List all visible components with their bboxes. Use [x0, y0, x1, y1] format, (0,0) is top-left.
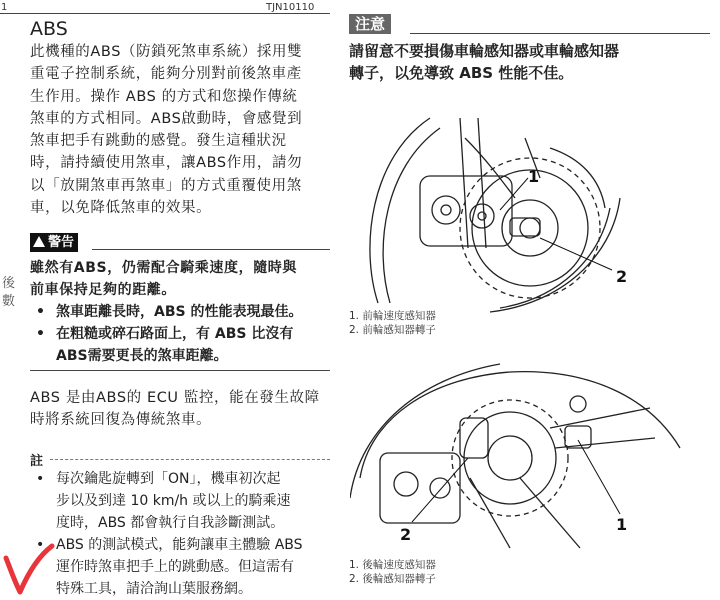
- text-line: 時，請持續使用煞車，讓ABS作用，請勿: [30, 155, 303, 172]
- text-line: 此機種的ABS（防鎖死煞車系統）採用雙: [30, 44, 303, 60]
- warning-icon: [33, 236, 45, 247]
- ecu-paragraph: [30, 387, 330, 432]
- callout-2: 2: [400, 525, 412, 544]
- front-wheel-figure: [350, 98, 685, 313]
- callout-1: 1: [616, 515, 628, 534]
- margin-char: 數: [2, 294, 16, 309]
- text-line: 時將系統回復為傳統煞車。: [30, 412, 212, 429]
- checkmark-annotation: [0, 542, 60, 598]
- rear-wheel-figure: [350, 358, 685, 553]
- leader-line: [578, 440, 620, 514]
- note-bullets: [30, 468, 330, 600]
- text-line: 生作用。操作 ABS 的方式和您操作傳統: [30, 88, 298, 105]
- text-line: 前車保持足夠的距離。: [30, 282, 176, 298]
- text-line: 煞車的方式相同。ABS啟動時，會感覺到: [30, 110, 303, 127]
- rear-figure-caption: [349, 558, 436, 586]
- note-rule: [50, 459, 330, 461]
- warning-text: [30, 257, 330, 301]
- warning-end-rule: [30, 370, 330, 371]
- callout-2: 2: [616, 267, 628, 286]
- margin-char: 後: [2, 276, 16, 291]
- text-line: ABS 是由ABS的 ECU 監控，能在發生故障: [30, 390, 320, 406]
- list-item: [30, 468, 330, 534]
- text-line: 步以及到達 10 km/h 或以上的騎乘速: [56, 493, 291, 509]
- header-rule: [0, 13, 330, 14]
- section-title: ABS: [30, 18, 68, 40]
- leader-line: [540, 238, 612, 270]
- text-line: 車，以免降低煞車的效果。: [30, 200, 212, 217]
- bullet-marker: •: [36, 537, 45, 553]
- note-label: 註: [30, 454, 44, 469]
- page-fragment: 1: [1, 2, 8, 13]
- caption-line: 1. 後輪速度感知器: [349, 559, 436, 571]
- text-line: 煞車距離長時，ABS 的性能表現最佳。: [56, 304, 303, 320]
- intro-paragraph: [30, 41, 330, 219]
- front-figure-caption: [349, 309, 436, 337]
- warning-rule: [92, 249, 330, 250]
- text-line: 請留意不要損傷車輪感知器或車輪感知器: [349, 42, 620, 60]
- callout-1: 1: [528, 167, 540, 186]
- text-line: ABS 的測試模式，能夠讓車主體驗 ABS: [56, 537, 303, 553]
- text-line: 雖然有ABS，仍需配合騎乘速度，隨時與: [30, 260, 297, 276]
- text-line: 轉子，以免導致 ABS 性能不佳。: [349, 64, 574, 82]
- text-line: 度時，ABS 都會執行自我診斷測試。: [56, 515, 285, 531]
- list-item: [30, 301, 330, 323]
- caption-line: 1. 前輪速度感知器: [349, 310, 436, 322]
- text-line: 運作時煞車把手上的跳動感。但這需有: [56, 559, 294, 575]
- bullet-marker: •: [36, 471, 45, 487]
- list-item: [30, 534, 330, 600]
- text-line: 每次鑰匙旋轉到「ON」，機車初次起: [56, 471, 281, 487]
- text-line: 重電子控制系統，能夠分別對前後煞車產: [30, 66, 302, 83]
- reference-code: TJN10110: [266, 2, 315, 13]
- bullet-marker: •: [36, 326, 45, 342]
- bullet-marker: •: [36, 304, 45, 320]
- text-line: ABS需要更長的煞車距離。: [56, 348, 228, 364]
- caution-tag: 注意: [349, 14, 391, 34]
- text-line: 特殊工具，請洽詢山葉服務網。: [56, 581, 252, 597]
- caution-rule: [410, 33, 710, 34]
- warning-bullets: [30, 301, 330, 367]
- caption-line: 2. 前輪感知器轉子: [349, 324, 436, 336]
- caption-line: 2. 後輪感知器轉子: [349, 573, 436, 585]
- text-line: 煞車把手有跳動的感覺。發生這種狀況: [30, 133, 287, 150]
- warning-label: 警告: [48, 235, 75, 250]
- text-line: 以「放開煞車再煞車」的方式重覆使用煞: [30, 177, 302, 194]
- caution-text: [349, 40, 679, 84]
- warning-tag: [30, 233, 78, 252]
- text-line: 在粗糙或碎石路面上，有 ABS 比沒有: [56, 326, 294, 342]
- list-item: [30, 323, 330, 367]
